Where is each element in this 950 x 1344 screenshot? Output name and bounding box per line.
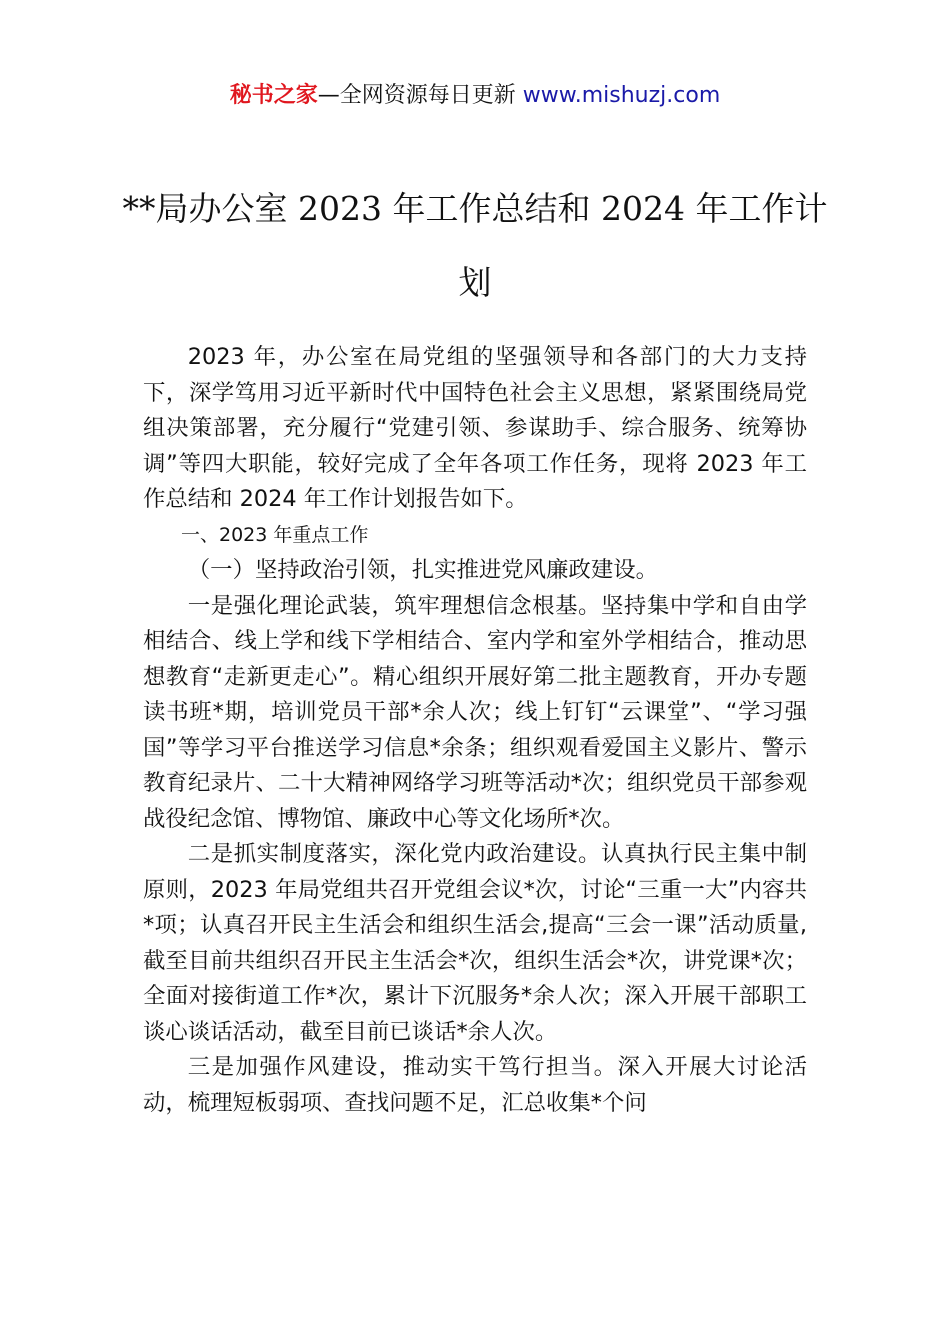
subsection-heading: （一）坚持政治引领，扎实推进党风廉政建设。 <box>187 557 658 583</box>
body-paragraph: 三是加强作风建设，推动实干笃行担当。深入开展大讨论活动，梳理短板弱项、查找问题不足，汇总收集*个问 <box>143 1054 807 1116</box>
site-url-link[interactable]: www.mishuzj.com <box>522 83 721 108</box>
site-brand: 秘书之家 <box>229 83 318 108</box>
document-title: **局办公室 2023 年工作总结和 2024 年工作计划 <box>122 189 828 302</box>
document-body <box>143 340 807 1121</box>
body-paragraph: 一是强化理论武装，筑牢理想信念根基。坚持集中学和自由学相结合、线上学和线下学相结合、室内学和室外学相结合，推动思想教育“走新更走心”。精心组织开展好第二批主题教育，开办专题读书班*期，培训党员干部*余人次；线上钉钉“云课堂”、“学习强国”等学习平台推送学习信息*余条；组织观看爱国主义影片、警示教育纪录片、二十大精神网络学习班等活动*次；组织党员干部参观战役纪念馆、博物馆、廉政中心等文化场所*次。 <box>143 592 807 832</box>
site-tagline: —全网资源每日更新 <box>317 83 523 108</box>
section-heading: 一、2023 年重点工作 <box>181 523 369 546</box>
intro-paragraph: 2023 年，办公室在局党组的坚强领导和各部门的大力支持下，深学笃用习近平新时代中国特色社会主义思想，紧紧围绕局党组决策部署，充分履行“党建引领、参谋助手、综合服务、统筹协调”等四大职能，较好完成了全年各项工作任务，现将 2023 年工作总结和 2024 年工作计划报告如下。 <box>143 344 807 512</box>
site-header <box>0 80 950 112</box>
body-paragraph: 二是抓实制度落实，深化党内政治建设。认真执行民主集中制原则，2023 年局党组共召开党组会议*次，讨论“三重一大”内容共*项；认真召开民主生活会和组织生活会,提高“三会一课”活动质量,截至目前共组织召开民主生活会*次，组织生活会*次，讲党课*次；全面对接街道工作*次，累计下沉服务*余人次；深入开展干部职工谈心谈话活动，截至目前已谈话*余人次。 <box>143 841 807 1045</box>
